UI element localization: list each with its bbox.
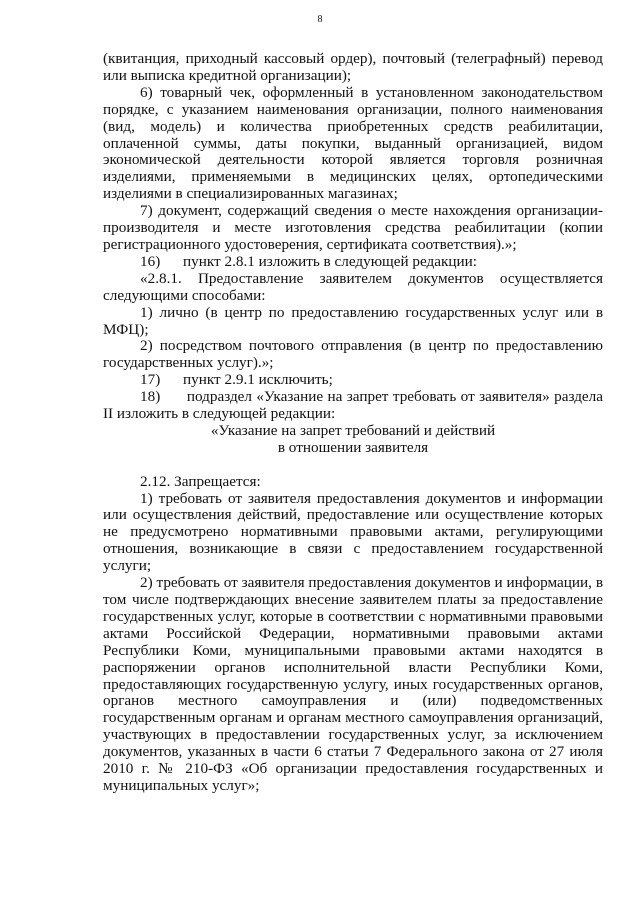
paragraph-submission-in-person: 1) лично (в центр по предоставлению государственных услуг или в МФЦ); bbox=[103, 303, 603, 338]
page-number: 8 bbox=[317, 14, 323, 25]
paragraph-prohibition-2: 2) требовать от заявителя предоставления документов и информации, в том числе подтверждающих внесение заявителем платы за предоставление государственных услуг, которые в соответствии с нормативными правовыми актами Российской Федерации, нормативными правовыми актами Республики Коми, муниципальными правовыми актами находятся в распоряжении органов исполнительной власти Республики Коми, предоставляющих государственную услугу, иных государственных органов, органов местного самоуправления и (или) подведомственных государственным органам и органам местного самоуправления организаций, участвующих в предоставлении государственных услуг, за исключением документов, указанных в части 6 статьи 7 Федерального закона от 27 июля 2010 г. № 210-ФЗ «Об организации предоставления государственных и муниципальных услуг»; bbox=[103, 574, 603, 794]
paragraph-item-17: 17) пункт 2.9.1 исключить; bbox=[140, 371, 333, 389]
paragraph-item-18: 18) подраздел «Указание на запрет требовать от заявителя» раздела II изложить в следующей редакции: bbox=[103, 388, 603, 423]
section-heading-line-2: в отношении заявителя bbox=[277, 438, 429, 456]
paragraph-item-7-manufacturer-document: 7) документ, содержащий сведения о месте нахождения организации-производителя и месте изготовления средства реабилитации (копии регистрационного удостоверения, сертификата соответствия).»; bbox=[103, 202, 603, 253]
paragraph-payment-documents: (квитанция, приходный кассовый ордер), почтовый (телеграфный) перевод или выписка кредитной организации); bbox=[103, 50, 603, 84]
section-heading-line-1: «Указание на запрет требований и действий bbox=[210, 421, 496, 439]
paragraph-2-12: 2.12. Запрещается: bbox=[140, 472, 261, 490]
document-body bbox=[103, 51, 603, 795]
paragraph-submission-by-mail: 2) посредством почтового отправления (в центр по предоставлению государственных услуг).»; bbox=[103, 337, 603, 372]
paragraph-2-8-1: «2.8.1. Предоставление заявителем документов осуществляется следующими способами: bbox=[103, 269, 603, 304]
paragraph-item-16: 16) пункт 2.8.1 изложить в следующей редакции: bbox=[140, 252, 478, 270]
paragraph-prohibition-1: 1) требовать от заявителя предоставления документов и информации или осуществления действий, предоставление или осуществление которых не предусмотрено нормативными правовыми актами, регулирующими отношения, возникающие в связи с предоставлением государственной услуги; bbox=[103, 489, 603, 575]
paragraph-item-6-sales-receipt: 6) товарный чек, оформленный в установленном законодательством порядке, с указанием наименования организации, полного наименования (вид, модель) и количества приобретенных средств реабилитации, оплаченной суммы, даты покупки, выданный организацией, видом экономической деятельности которой является торговля розничная изделиями, применяемыми в медицинских целях, ортопедическими изделиями в специализированных магазинах; bbox=[103, 83, 603, 203]
